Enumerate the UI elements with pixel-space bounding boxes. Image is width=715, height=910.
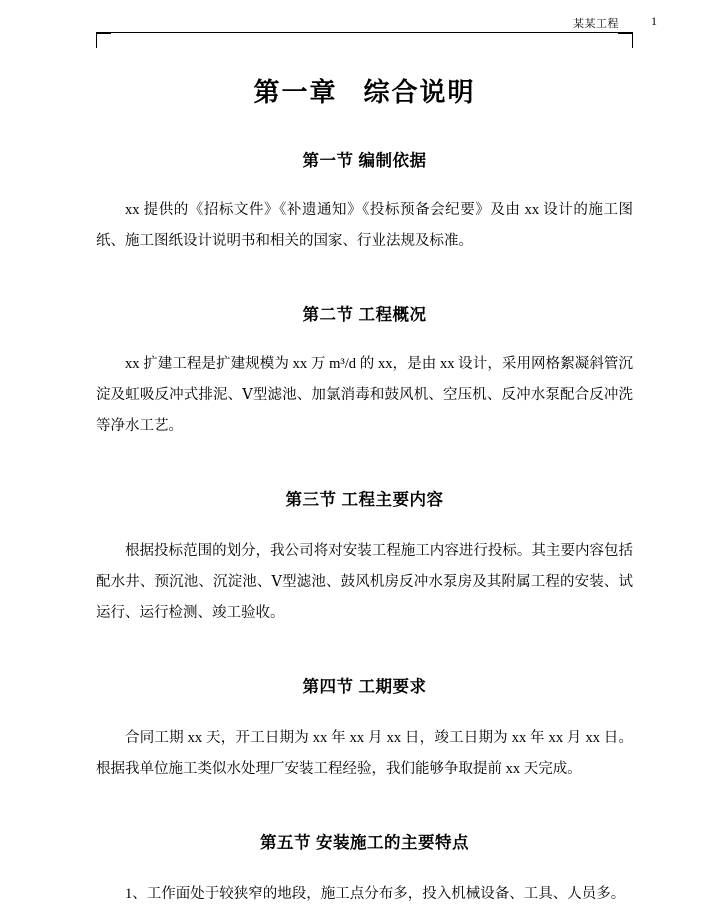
- section-paragraph-3: 根据投标范围的划分，我公司将对安装工程施工内容进行投标。其主要内容包括配水井、预沉池、沉淀池、Ⅴ型滤池、鼓风机房反冲水泵房及其附属工程的安装、试运行、运行检测、竣工验收。: [96, 543, 633, 621]
- section-heading-3: 第三节 工程主要内容: [285, 491, 444, 509]
- section-paragraph-4: 合同工期 xx 天，开工日期为 xx 年 xx 月 xx 日，竣工日期为 xx 年 xx 月 xx 日。根据我单位施工类似水处理厂安装工程经验，我们能够争取提前 xx 天完成。: [96, 730, 633, 777]
- margin-mark-top-left: [96, 33, 111, 48]
- document-body: [96, 56, 633, 902]
- chapter-number: 第一章: [253, 78, 338, 107]
- section-paragraph-2: xx 扩建工程是扩建规模为 xx 万 m³/d 的 xx，是由 xx 设计，采用网格絮凝斜管沉淀及虹吸反冲式排泥、Ⅴ型滤池、加氯消毒和鼓风机、空压机、反冲水泵配合反冲洗等净水工艺。: [96, 356, 633, 434]
- chapter-heading: [96, 56, 633, 109]
- section-heading-2: 第二节 工程概况: [302, 306, 427, 324]
- header-rule: [96, 32, 633, 33]
- running-head: 某某工程: [573, 18, 619, 30]
- page-number: 1: [651, 14, 657, 28]
- margin-mark-top-right: [618, 33, 633, 48]
- page-header: [0, 8, 715, 34]
- section-paragraph-5: 1、工作面处于较狭窄的地段，施工点分布多，投入机械设备、工具、人员多。: [125, 886, 626, 902]
- section-heading-5: 第五节 安装施工的主要特点: [259, 834, 470, 852]
- section-heading-1: 第一节 编制依据: [302, 152, 427, 170]
- section-paragraph-1: xx 提供的《招标文件》《补遗通知》《投标预备会纪要》及由 xx 设计的施工图纸、施工图纸设计说明书和相关的国家、行业法规及标准。: [96, 202, 633, 249]
- section-heading-4: 第四节 工期要求: [302, 678, 427, 696]
- chapter-title: 综合说明: [363, 78, 476, 107]
